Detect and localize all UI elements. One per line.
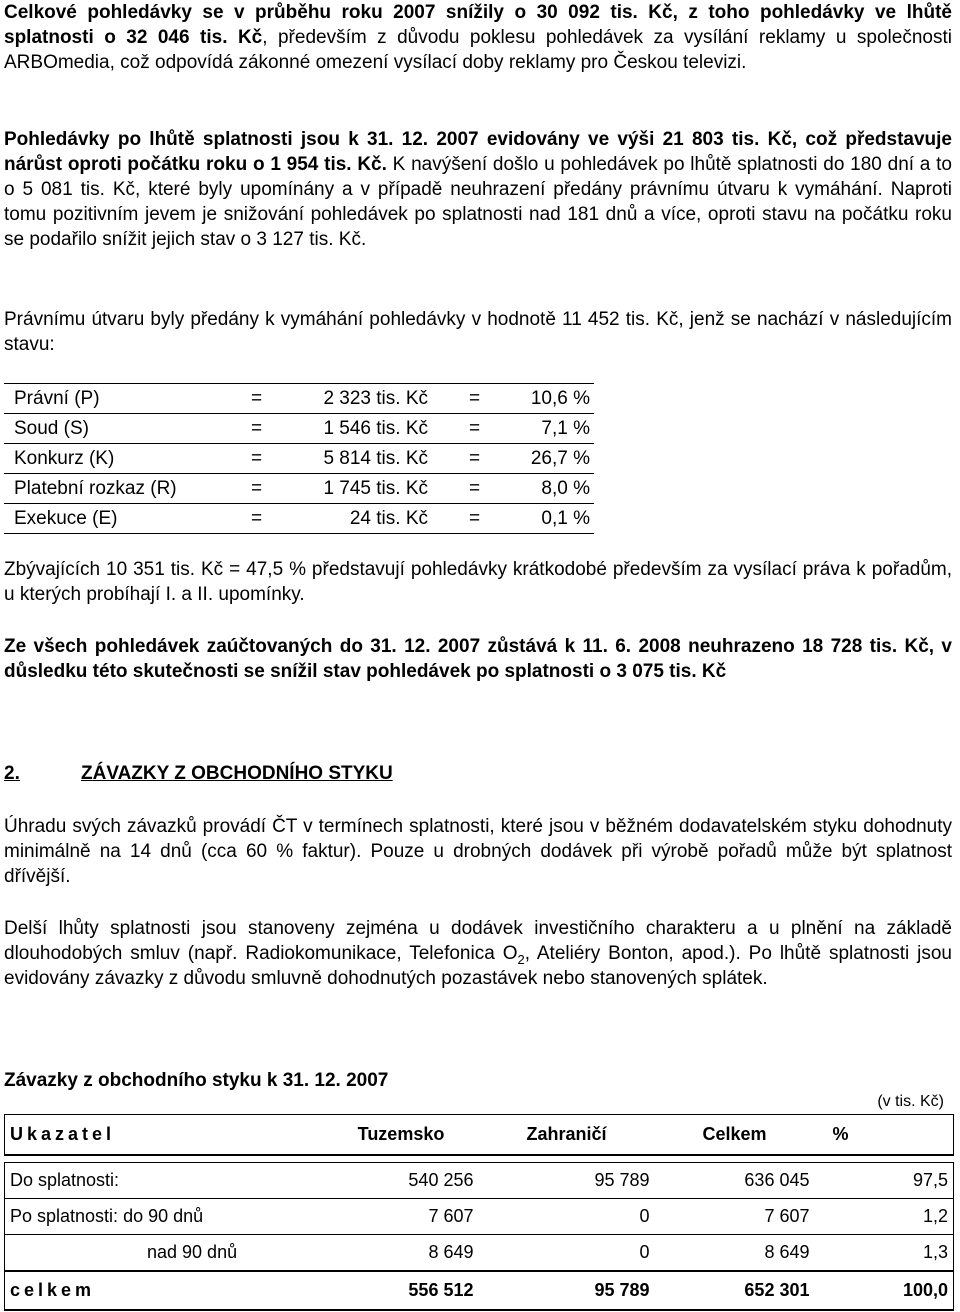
paragraph-receivables-total [4,0,952,75]
row-label: nad 90 dnů [5,1235,324,1272]
row-label: Po splatnosti: do 90 dnů [5,1199,324,1235]
header-percent: % [815,1115,954,1156]
equals-sign: = [251,388,263,409]
value-tuzemsko: 8 649 [324,1235,479,1272]
claims-row [4,504,594,534]
claim-amount: 5 814 tis. Kč [323,448,428,469]
value-percent: 1,3 [815,1235,954,1272]
claim-percent: 26,7 % [530,448,590,469]
value-tuzemsko: 540 256 [324,1163,479,1199]
claim-label: Konkurz (K) [14,448,115,469]
row-label: Do splatnosti: [5,1163,324,1199]
claim-amount: 1 546 tis. Kč [323,418,428,439]
equals-sign: = [251,418,263,439]
paragraph-payment-terms: Úhradu svých závazků provádí ČT v termínech splatnosti, které jsou v běžném dodavatelském styku dohodnuty minimálně na 14 dnů (cca 60 % faktur). Pouze u drobných dodávek při výrobě pořadů může být splatnost dřívější. [4,816,952,887]
text: , Ateliéry Bonton, apod.). Po lhůtě splatnosti jsou evidovány závazky z důvodu smluvně dohodnutých pozastávek nebo stanovených splátek. [4,943,952,989]
claim-label: Platební rozkaz (R) [14,478,177,499]
total-celkem: 652 301 [655,1271,815,1310]
header-celkem: Celkem [655,1115,815,1156]
table-row [5,1235,954,1272]
value-celkem: 7 607 [655,1199,815,1235]
table-row [5,1199,954,1235]
claims-table [4,383,594,534]
table-row [5,1163,954,1199]
claim-label: Soud (S) [14,418,89,439]
total-label: celkem [5,1271,324,1310]
value-zahranici: 0 [479,1199,655,1235]
equals-sign: = [469,508,481,529]
text: K navýšení došlo u pohledávek po lhůtě splatnosti do 180 dní a to o 5 081 tis. Kč, které byly upomínány a v případě neuhrazení předány právnímu útvaru k vymáhání. Naproti tomu pozitivním jevem je snižování pohledávek po splatnosti nad 181 dnů a více, oproti stavu na počátku roku se podařilo snížit jejich stav o 3 127 tis. Kč. [4,154,952,250]
claims-row [4,474,594,504]
claims-row [4,444,594,474]
value-percent: 1,2 [815,1199,954,1235]
total-row [5,1271,954,1310]
section-heading [4,761,952,786]
value-zahranici: 95 789 [479,1163,655,1199]
paragraph-overdue [4,127,952,252]
claim-amount: 1 745 tis. Kč [323,478,428,499]
header-tuzemsko: Tuzemsko [324,1115,479,1156]
bold-text: Pohledávky po lhůtě splatnosti jsou k 31. 12. 2007 evidovány ve výši 21 803 tis. Kč, což představuje nárůst oproti počátku roku o 1 954 tis. Kč. [4,129,952,175]
payables-title: Závazky z obchodního styku k 31. 12. 2007 [4,1070,389,1091]
subscript: 2 [517,951,525,967]
claim-label: Právní (P) [14,388,100,409]
claims-row [4,384,594,414]
total-percent: 100,0 [815,1271,954,1310]
total-zahranici: 95 789 [479,1271,655,1310]
unit-note: (v tis. Kč) [877,1093,944,1110]
equals-sign: = [251,448,263,469]
value-zahranici: 0 [479,1235,655,1272]
equals-sign: = [251,508,263,529]
claim-amount: 24 tis. Kč [349,508,428,529]
claim-percent: 8,0 % [541,478,590,499]
equals-sign: = [469,388,481,409]
claim-amount: 2 323 tis. Kč [323,388,428,409]
equals-sign: = [469,478,481,499]
claim-label: Exekuce (E) [14,508,118,529]
paragraph-unpaid: Ze všech pohledávek zaúčtovaných do 31. 12. 2007 zůstává k 11. 6. 2008 neuhrazeno 18 728 tis. Kč, v důsledku této skutečnosti se snížil stav pohledávek po splatnosti o 3 075 tis. Kč [4,636,952,682]
equals-sign: = [469,448,481,469]
claim-percent: 10,6 % [530,388,590,409]
header-zahranici: Zahraničí [479,1115,655,1156]
value-tuzemsko: 7 607 [324,1199,479,1235]
value-percent: 97,5 [815,1163,954,1199]
claims-row [4,414,594,444]
header-row [5,1115,954,1156]
equals-sign: = [251,478,263,499]
value-celkem: 636 045 [655,1163,815,1199]
text: , především z důvodu poklesu pohledávek za vysílání reklamy u společnosti ARBOmedia, což odpovídá zákonné omezení vysílací doby reklamy pro Českou televizi. [4,27,952,73]
bold-text: Celkové pohledávky se v průběhu roku 2007 snížily o 30 092 tis. Kč, z toho pohledávky ve lhůtě splatnosti o 32 046 tis. Kč [4,2,952,48]
section-title: ZÁVAZKY Z OBCHODNÍHO STYKU [81,763,393,784]
paragraph-remaining: Zbývajících 10 351 tis. Kč = 47,5 % představují pohledávky krátkodobé především za vysílací práva k pořadům, u kterých probíhají I. a II. upomínky. [4,559,952,605]
text: Delší lhůty splatnosti jsou stanoveny zejména u dodávek investičního charakteru a u plnění na základě dlouhodobých smluv (např. Radiokomunikace, Telefonica O [4,918,952,964]
equals-sign: = [469,418,481,439]
claim-percent: 0,1 % [541,508,590,529]
header-ukazatel: Ukazatel [5,1115,324,1156]
paragraph-legal: Právnímu útvaru byly předány k vymáhání pohledávky v hodnotě 11 452 tis. Kč, jenž se nachází v následujícím stavu: [4,309,952,355]
section-number: 2. [4,763,20,784]
claim-percent: 7,1 % [541,418,590,439]
paragraph-longer-terms [4,916,952,991]
value-celkem: 8 649 [655,1235,815,1272]
total-tuzemsko: 556 512 [324,1271,479,1310]
payables-table [4,1114,954,1311]
